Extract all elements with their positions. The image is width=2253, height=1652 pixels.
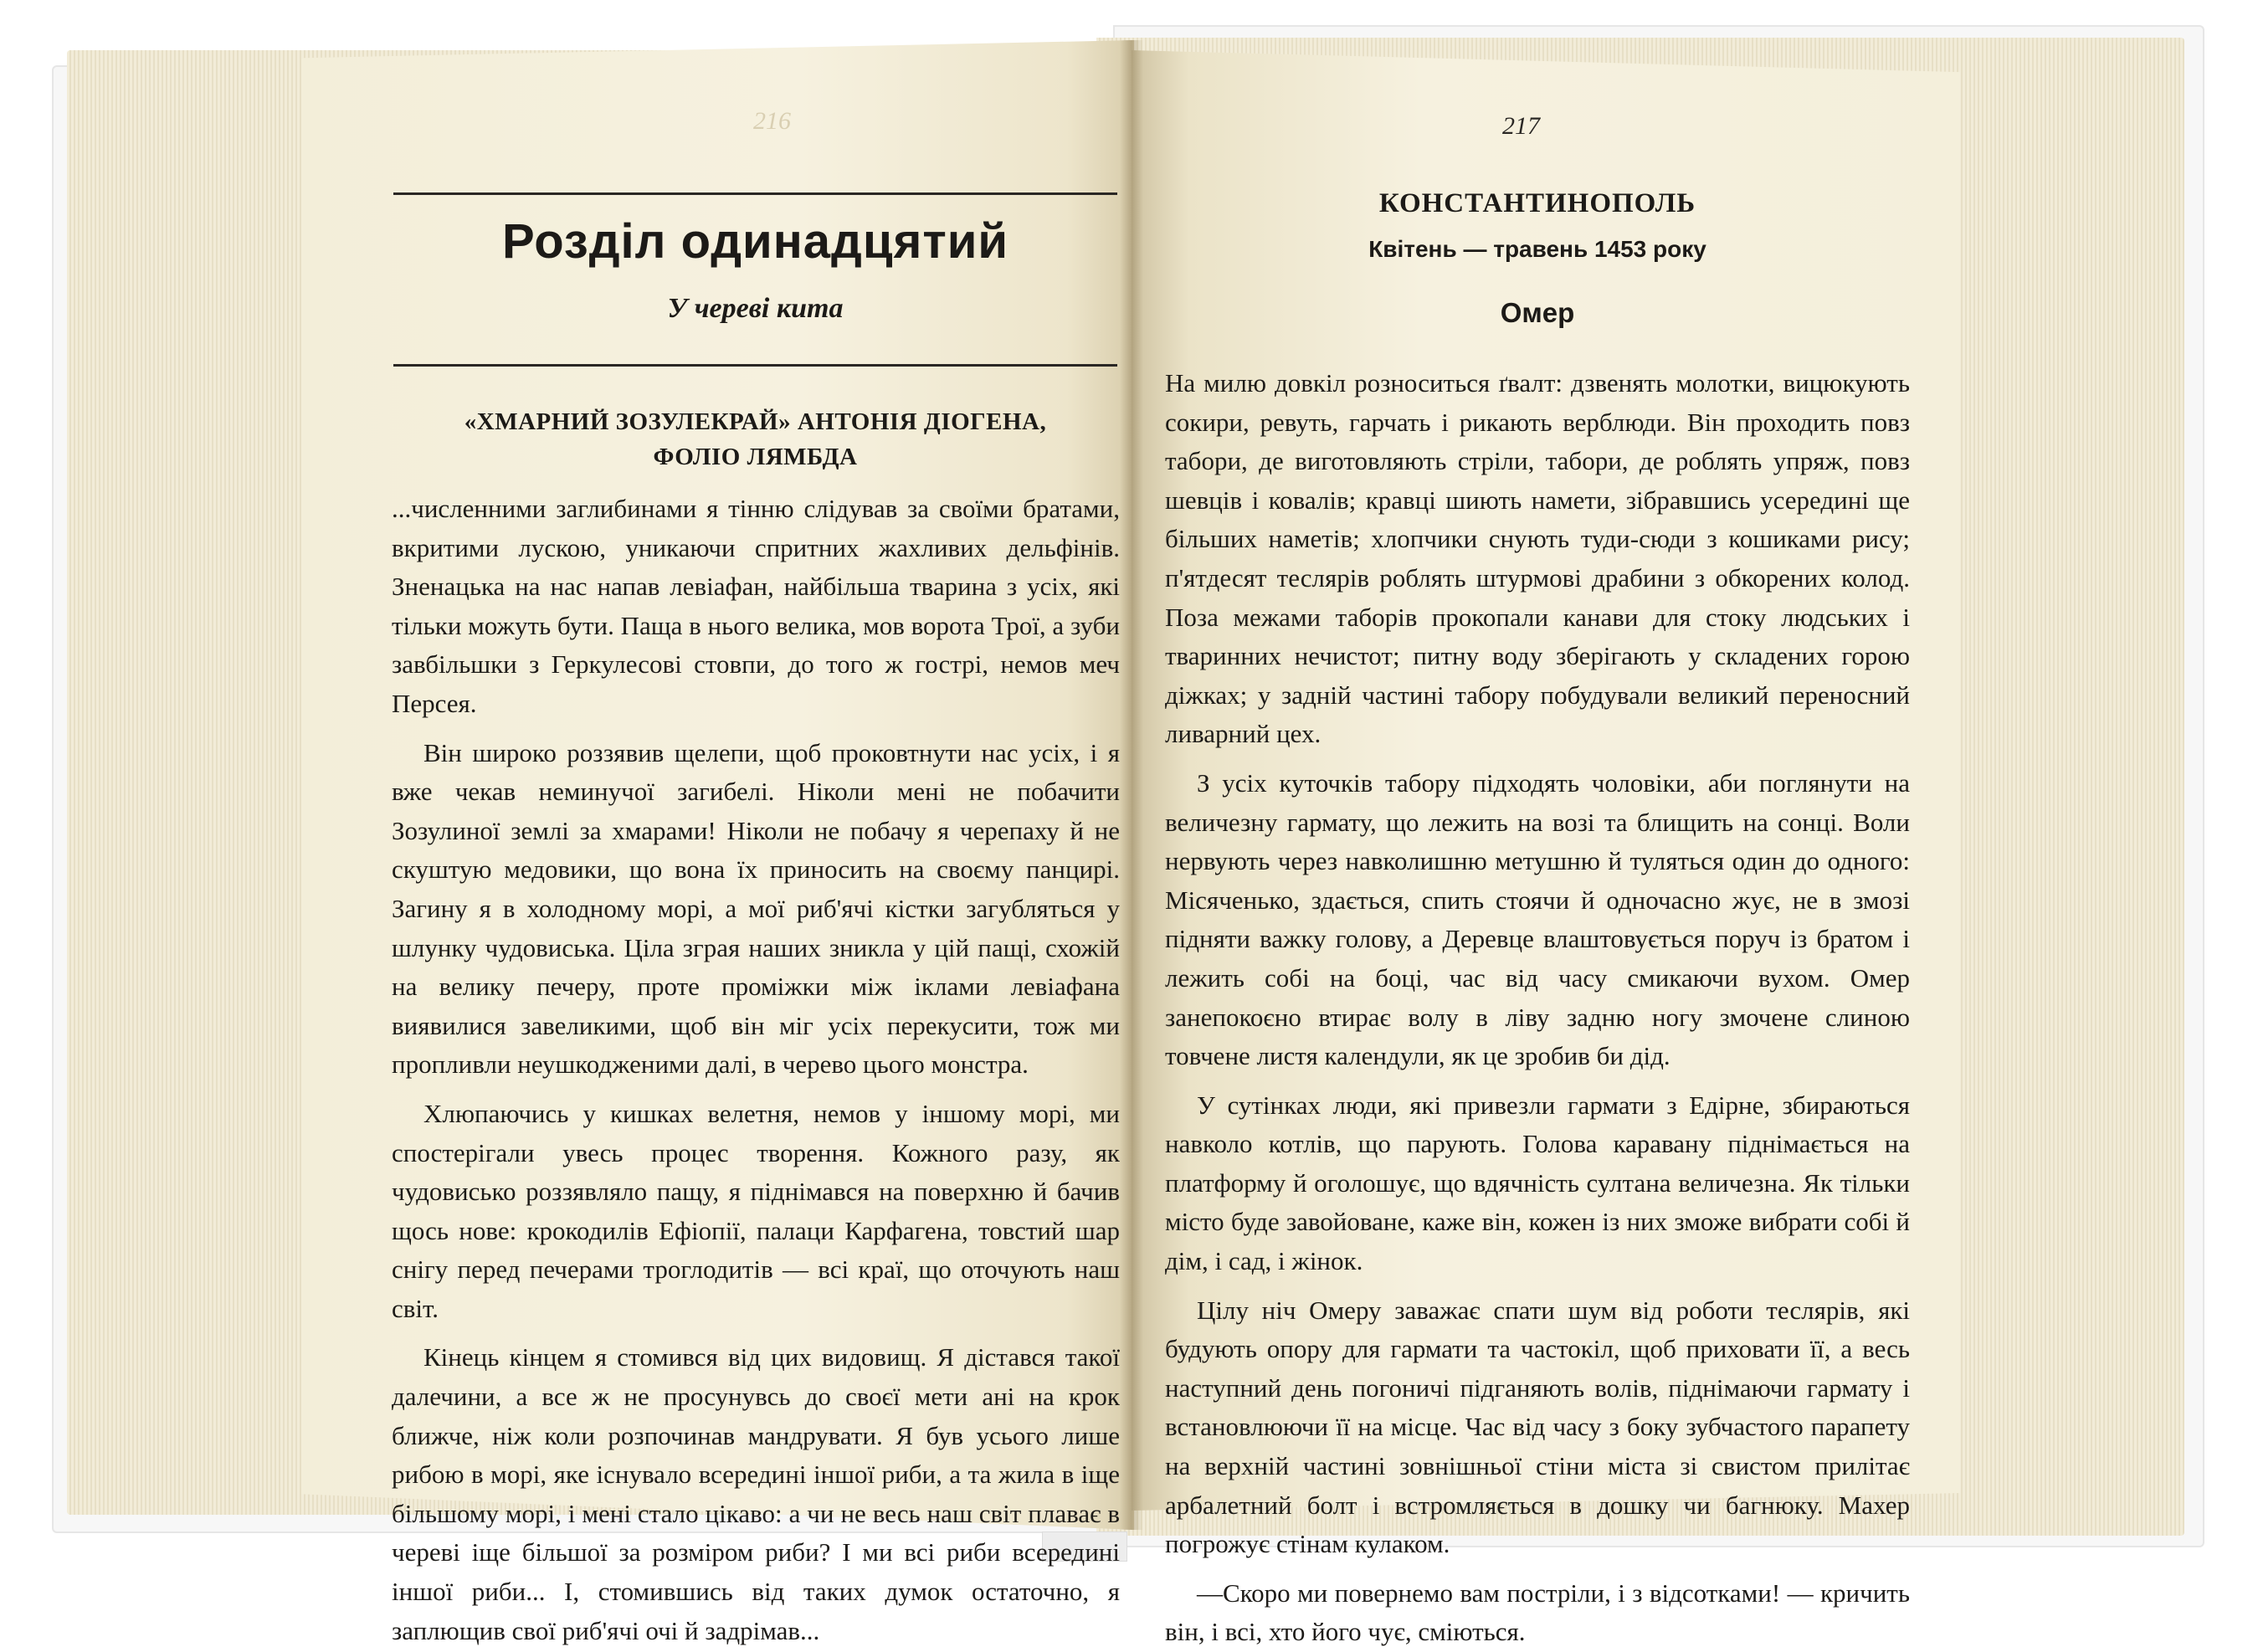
- paragraph: У сутінках люди, які привезли гармати з Едірне, збираються навколо котлів, що парують. Голова каравану піднімається на платформу й оголошує, що вдячність султана величезна. Як тільки місто буде завойоване, каже він, кожен із них зможе вибрати собі й дім, і сад, і жінок.: [1165, 1090, 1910, 1276]
- paragraph: Хлюпаючись у кишках велетня, немов у іншому морі, ми спостерігали увесь процес творення. Кожного разу, як чудовисько роззявляло пащу, я піднімався на поверхню й бачив щось нове: крокодилів Ефіопії, палаци Карфагена, товстий шар снігу перед печерами троглодитів — всі краї, що оточують наш світ.: [392, 1098, 1120, 1323]
- book-gutter: [1120, 40, 1143, 1530]
- chapter-title: Розділ одинадцятий: [501, 214, 1009, 269]
- paragraph: З усіх куточків табору підходять чоловіки, аби поглянути на величезну гармату, що лежить на возі та блищить на сонці. Воли нервують через навколишню метушню й туляться один до одного: Місяченько, здається, спить стоячи й одночасно жує, не в змозі підняти важку голову, а Деревце влаштовується поруч із братом і лежить собі на боці, час від часу смикаючи вухом. Омер занепокоєно втирає волу в ліву задню ногу змочене слиною товчене листя календули, як це зробив би дід.: [1165, 767, 1910, 1071]
- paragraph: Він широко роззявив щелепи, щоб проковтнути нас усіх, і я вже чекав неминучої загибелі. Ніколи мені не побачити Зозулиної землі за хмарами! Ніколи не побачу я черепаху й не скуштую медовики, що вона їх приносить на своєму панцирі. Загину я в холодному морі, а мої риб'ячі кістки загубляться у шлунку чудовиська. Ціла зграя наших зникла у цій пащі, схожій на велику печеру, проте проміжки між іклами левіафана виявилися завеликими, щоб він міг усіх перекусити, тож ми пропливли неушкодженими далі, в черево цього монстра.: [392, 737, 1120, 1080]
- section-heading-line-2: ФОЛІО ЛЯМБДА: [653, 444, 858, 470]
- chapter-rule-bottom: [393, 364, 1117, 367]
- left-page-number: 216: [753, 107, 791, 135]
- right-page-number: 217: [1502, 112, 1540, 140]
- paragraph: Цілу ніч Омеру заважає спати шум від роботи теслярів, які будують опору для гармати та частокіл, щоб приховати її, а весь наступний день погоничі підганяють волів, піднімаючи гармату і встановлюючи її на місце. Час від часу з боку зубчастого парапету на верхній частині зовнішньої стіни міста зі свистом прилітає арбалетний болт і встромляється в дошку чи багнюку. Махер погрожує стінам кулаком.: [1165, 1295, 1910, 1559]
- right-page-body: [1165, 364, 1910, 1652]
- paragraph: —Скоро ми повернемо вам постріли, і з відсотками! — кричить він, і всі, хто його чує, сміються.: [1165, 1578, 1910, 1647]
- left-page-body: [392, 490, 1120, 1650]
- paragraph: ...численними заглибинами я тінню слідував за своїми братами, вкритими лускою, уникаючи спритних жахливих дельфінів. Зненацька на нас напав левіафан, найбільша тварина з усіх, які тільки можуть бути. Паща в нього велика, мов ворота Трої, а зуби завбільшки з Геркулесові стовпи, до того ж гострі, немов меч Персея.: [392, 494, 1120, 718]
- paragraph: На милю довкіл розноситься ґвалт: дзвенять молотки, вицюкують сокири, ревуть, гарчать і рикають верблюди. Він проходить повз табори, де виготовляють стріли, табори, де роблять упряж, повз шевців і ковалів; кравці шиють намети, зібравшись усередині ще більших наметів; хлопчики снують туди-сюди з кошиками рису; п'ятдесят теслярів роблять штурмові драбини з обкорених колод. Поза межами таборів прокопали канави для стоку людських і тваринних нечистот; питну воду зберігають у складених горою діжках; у задній частині табору побудували великий переносний ливарний цех.: [1165, 368, 1910, 749]
- section-heading-line-1: «ХМАРНИЙ ЗОЗУЛЕКРАЙ» АНТОНІЯ ДІОГЕНА,: [464, 408, 1047, 435]
- paragraph: Кінець кінцем я стомився від цих видовищ. Я дістався такої далечини, а все ж не просунувсь до своєї мети ані на крок ближче, ніж коли розпочинав мандрувати. Я був усього лише рибою в морі, яке існувало всередині іншої риби, а та жила в іще більшому морі, і мені стало цікаво: а чи не весь наш світ плаває в череві іще більшої за розміром риби? І ми всі риби всередині іншої риби... І, стомившись від таких думок остаточно, я заплющив свої риб'ячі очі й задрімав...: [392, 1342, 1120, 1645]
- chapter-subtitle: У череві кита: [667, 293, 844, 324]
- section-date-heading: Квітень — травень 1453 року: [1368, 236, 1706, 262]
- section-character-heading: Омер: [1500, 297, 1575, 328]
- chapter-rule-top: [393, 192, 1117, 195]
- section-city-heading: КОНСТАНТИНОПОЛЬ: [1378, 188, 1696, 218]
